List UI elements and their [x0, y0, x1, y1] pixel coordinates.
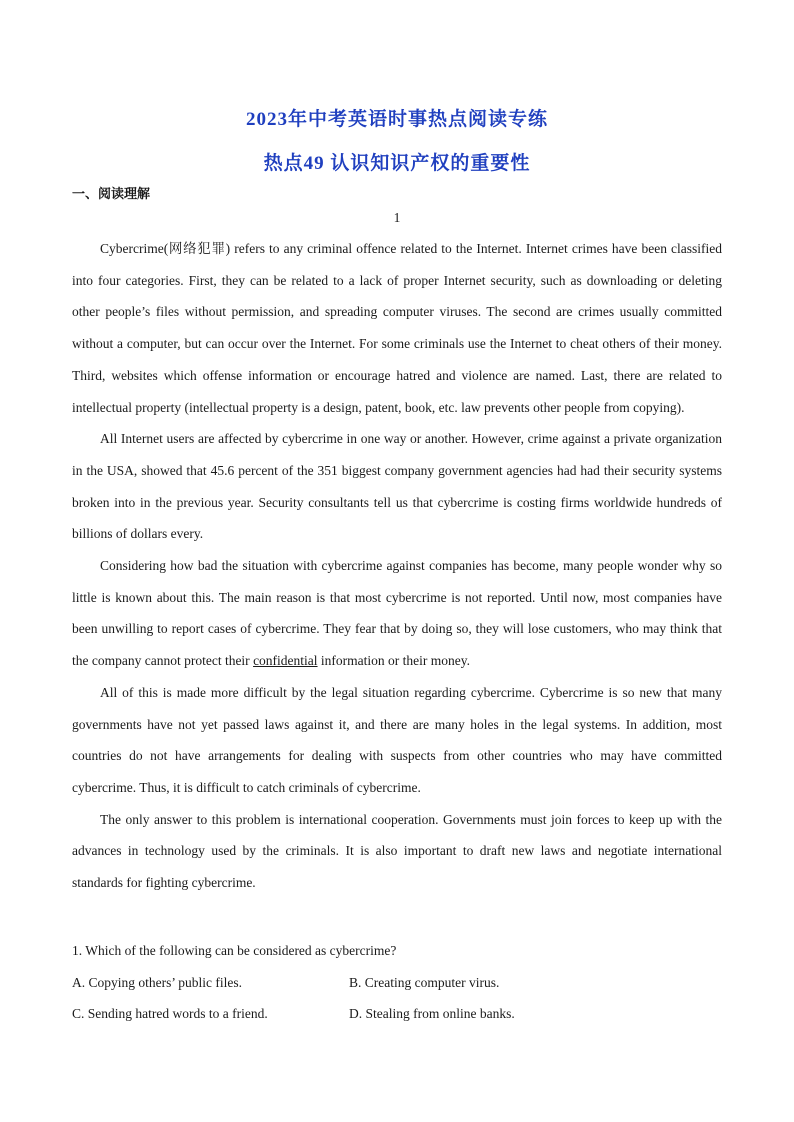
paragraph-2: All Internet users are affected by cybercrime in one way or another. However, crime against a private organization in the USA, showed that 45.6 percent of the 351 biggest company government agencies had had their security systems broken into in the previous year. Security consultants tell us that cybercrime is costing firms worldwide hundreds of billions of dollars every.	[72, 431, 722, 542]
question-1	[72, 935, 722, 1030]
paragraph-3	[72, 550, 722, 677]
paragraph-4: All of this is made more difficult by the legal situation regarding cybercrime. Cybercrime is so new that many governments have not yet passed laws against it, and there are many holes in the legal systems. In addition, most countries do not have arrangements for dealing with suspects from other countries who may have committed cybercrime. Thus, it is difficult to catch criminals of cybercrime.	[72, 684, 722, 795]
paragraph-5: The only answer to this problem is international cooperation. Governments must join forces to keep up with the advances in technology used by the criminals. It is also important to draft new laws and negotiate international standards for fighting cybercrime.	[72, 811, 722, 891]
passage-number: 1	[393, 210, 401, 225]
document-title: 2023年中考英语时事热点阅读专练	[245, 109, 548, 130]
options-row-2	[72, 998, 722, 1030]
option-c: C. Sending hatred words to a friend.	[72, 1006, 268, 1022]
section-heading: 一、阅读理解	[72, 187, 151, 202]
question-stem: 1. Which of the following can be considered as cybercrime?	[72, 943, 397, 958]
reading-passage	[72, 233, 722, 899]
paragraph-3-text-a: Considering how bad the situation with cybercrime against companies has become, many people wonder why so little is known about this. The main reason is that most cybercrime is not reported. Until now, most companies have been unwilling to report cases of cybercrime. They fear that by doing so, they will lose customers, who may think that the company cannot protect their	[72, 558, 722, 669]
option-a: A. Copying others’ public files.	[72, 974, 242, 990]
underlined-word: confidential	[253, 653, 318, 669]
paragraph-3-text-b: information or their money.	[317, 653, 471, 669]
option-b: B. Creating computer virus.	[349, 974, 500, 990]
option-d: D. Stealing from online banks.	[349, 1006, 515, 1022]
document-subtitle: 热点49 认识知识产权的重要性	[263, 153, 531, 174]
paragraph-1: Cybercrime(网络犯罪) refers to any criminal offence related to the Internet. Internet crimes have been classified into four categories. First, they can be related to a lack of proper Internet security, such as downloading or deleting other people’s files without permission, and spreading computer viruses. The second are crimes usually committed without a computer, but can occur over the Internet. For some criminals use the Internet to cheat others of their money. Third, websites which offense information or encourage hatred and violence are named. Last, there are related to intellectual property (intellectual property is a design, patent, book, etc. law prevents other people from copying).	[72, 241, 722, 415]
options-row-1	[72, 967, 722, 999]
